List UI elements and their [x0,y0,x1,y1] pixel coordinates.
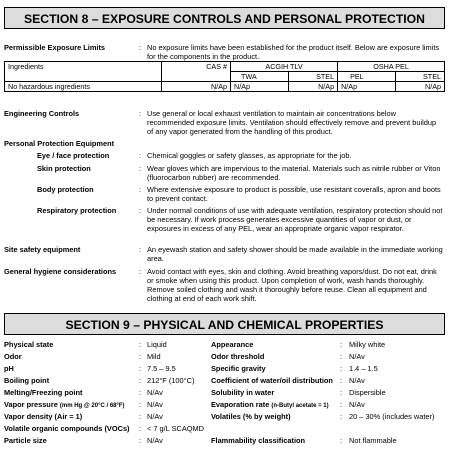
property-value: Mild [147,352,161,361]
colon: : [139,352,142,361]
cell-twa: N/Ap [231,82,289,92]
property-value: N/Av [147,436,163,445]
skin-protection-text: Wear gloves which are impervious to the material. Materials such as nitrile rubber or Viton (fluorocarbon rubber) are recommended. [147,164,441,182]
th-stel-osha: STEL [396,72,445,82]
pel-label: Permissible Exposure Limits [4,43,106,52]
property-label: Coefficient of water/oil distribution [211,376,333,385]
property-label: Boiling point [4,376,50,385]
colon: : [139,185,142,194]
colon: : [139,267,142,276]
colon: : [340,400,343,409]
property-value: Liquid [147,340,167,349]
cell-stel: N/Ap [289,82,338,92]
colon: : [139,436,142,445]
colon: : [139,340,142,349]
colon: : [139,109,142,118]
exposure-limits-table [4,61,445,92]
engineering-controls-text: Use general or local exhaust ventilation to maintain air concentrations below recommended exposure limits. Ventilation should effectively remove and prevent buildup of any vapor generated from the handling of this product. [147,109,437,136]
colon: : [139,424,142,433]
property-value: < 7 g/L SCAQMD [147,424,205,433]
th-osha: OSHA PEL [338,62,445,72]
property-value: N/Av [349,352,365,361]
property-label: Odor [4,352,22,361]
colon: : [139,151,142,160]
property-label: Odor threshold [211,352,265,361]
property-value: 212°F (100°C) [147,376,195,385]
eye-protection-text: Chemical goggles or safety glasses, as appropriate for the job. [147,151,352,160]
property-label: Flammability classification [211,436,306,445]
property-value: N/Av [349,376,365,385]
property-label-unit: (mm Hg @ 20°C / 68°F) [59,403,125,409]
cell-pel: N/Ap [338,82,396,92]
body-protection-label: Body protection [37,185,94,194]
property-label: Specific gravity [211,364,266,373]
th-cas: CAS # [162,62,231,82]
th-ingredients: Ingredients [5,62,162,82]
property-value: 7.5 – 9.5 [147,364,176,373]
property-label: Volatile organic compounds (VOCs) [4,424,130,433]
property-label: Melting/Freezing point [4,388,83,397]
colon: : [139,206,142,215]
cell-cas: N/Ap [162,82,231,92]
colon: : [340,412,343,421]
body-protection-text: Where extensive exposure to product is possible, use resistant coveralls, apron and boots to prevent contact. [147,185,441,203]
property-label: Volatiles (% by weight) [211,412,291,421]
th-stel: STEL [289,72,338,82]
colon: : [340,340,343,349]
section-9-header: SECTION 9 – PHYSICAL AND CHEMICAL PROPERTIES [4,313,445,335]
th-pel: PEL [338,72,396,82]
respiratory-protection-label: Respiratory protection [37,206,117,215]
colon: : [139,412,142,421]
colon: : [139,43,142,52]
colon: : [139,364,142,373]
engineering-controls-label: Engineering Controls [4,109,80,118]
table-row [5,82,445,92]
section-8-header: SECTION 8 – EXPOSURE CONTROLS AND PERSONAL PROTECTION [4,7,445,29]
colon: : [139,245,142,254]
colon: : [340,436,343,445]
cell-stel-osha: N/Ap [396,82,445,92]
pel-text: No exposure limits have been established for the product itself. Below are exposure limits for the components in the product. [147,43,440,61]
hygiene-label: General hygiene considerations [4,267,117,276]
colon: : [139,376,142,385]
th-twa: TWA [231,72,289,82]
property-label: Physical state [4,340,54,349]
site-safety-label: Site safety equipment [4,245,81,254]
property-value: N/Av [349,400,365,409]
ppe-label: Personal Protection Equipment [4,139,115,148]
property-value: N/Av [147,388,163,397]
colon: : [139,388,142,397]
colon: : [340,364,343,373]
colon: : [139,164,142,173]
property-value: Milky white [349,340,386,349]
property-label: Vapor density (Air = 1) [4,412,83,421]
property-value: Dispersible [349,388,386,397]
skin-protection-label: Skin protection [37,164,91,173]
eye-protection-label: Eye / face protection [37,151,110,160]
site-safety-text: An eyewash station and safety shower should be made available in the immediate working area. [147,245,443,263]
property-label: pH [4,364,14,373]
property-value: 1.4 – 1.5 [349,364,378,373]
hygiene-text: Avoid contact with eyes, skin and clothing. Avoid breathing vapors/dust. Do not eat, drink or smoke when using this product. Upon completion of work, wash hands thoroughly. Remove soiled clothing and wash it thoroughly before reuse. Clean all equipment and clothing at end of each work shift. [147,267,437,303]
property-value: Not flammable [349,436,397,445]
property-value: N/Av [147,400,163,409]
colon: : [139,400,142,409]
property-value: 20 – 30% (includes water) [349,412,435,421]
property-label: Appearance [211,340,254,349]
property-value: N/Av [147,412,163,421]
cell-ingredient: No hazardous ingredients [5,82,162,92]
property-label: Solubility in water [211,388,275,397]
th-acgih: ACGIH TLV [231,62,338,72]
colon: : [340,388,343,397]
colon: : [340,352,343,361]
property-label: Particle size [4,436,47,445]
property-label-main: Vapor pressure [4,400,58,409]
colon: : [340,376,343,385]
respiratory-protection-text: Under normal conditions of use with adequate ventilation, respiratory protection should not be necessary. If work process generates excessive quantities of vapor or dust, or exposures in excess of any PEL, wear an appropriate organic vapor respirator. [147,206,443,233]
property-label-main: Evaporation rate [211,400,270,409]
property-label-unit: (n-Butyl acetate = 1) [271,403,329,409]
